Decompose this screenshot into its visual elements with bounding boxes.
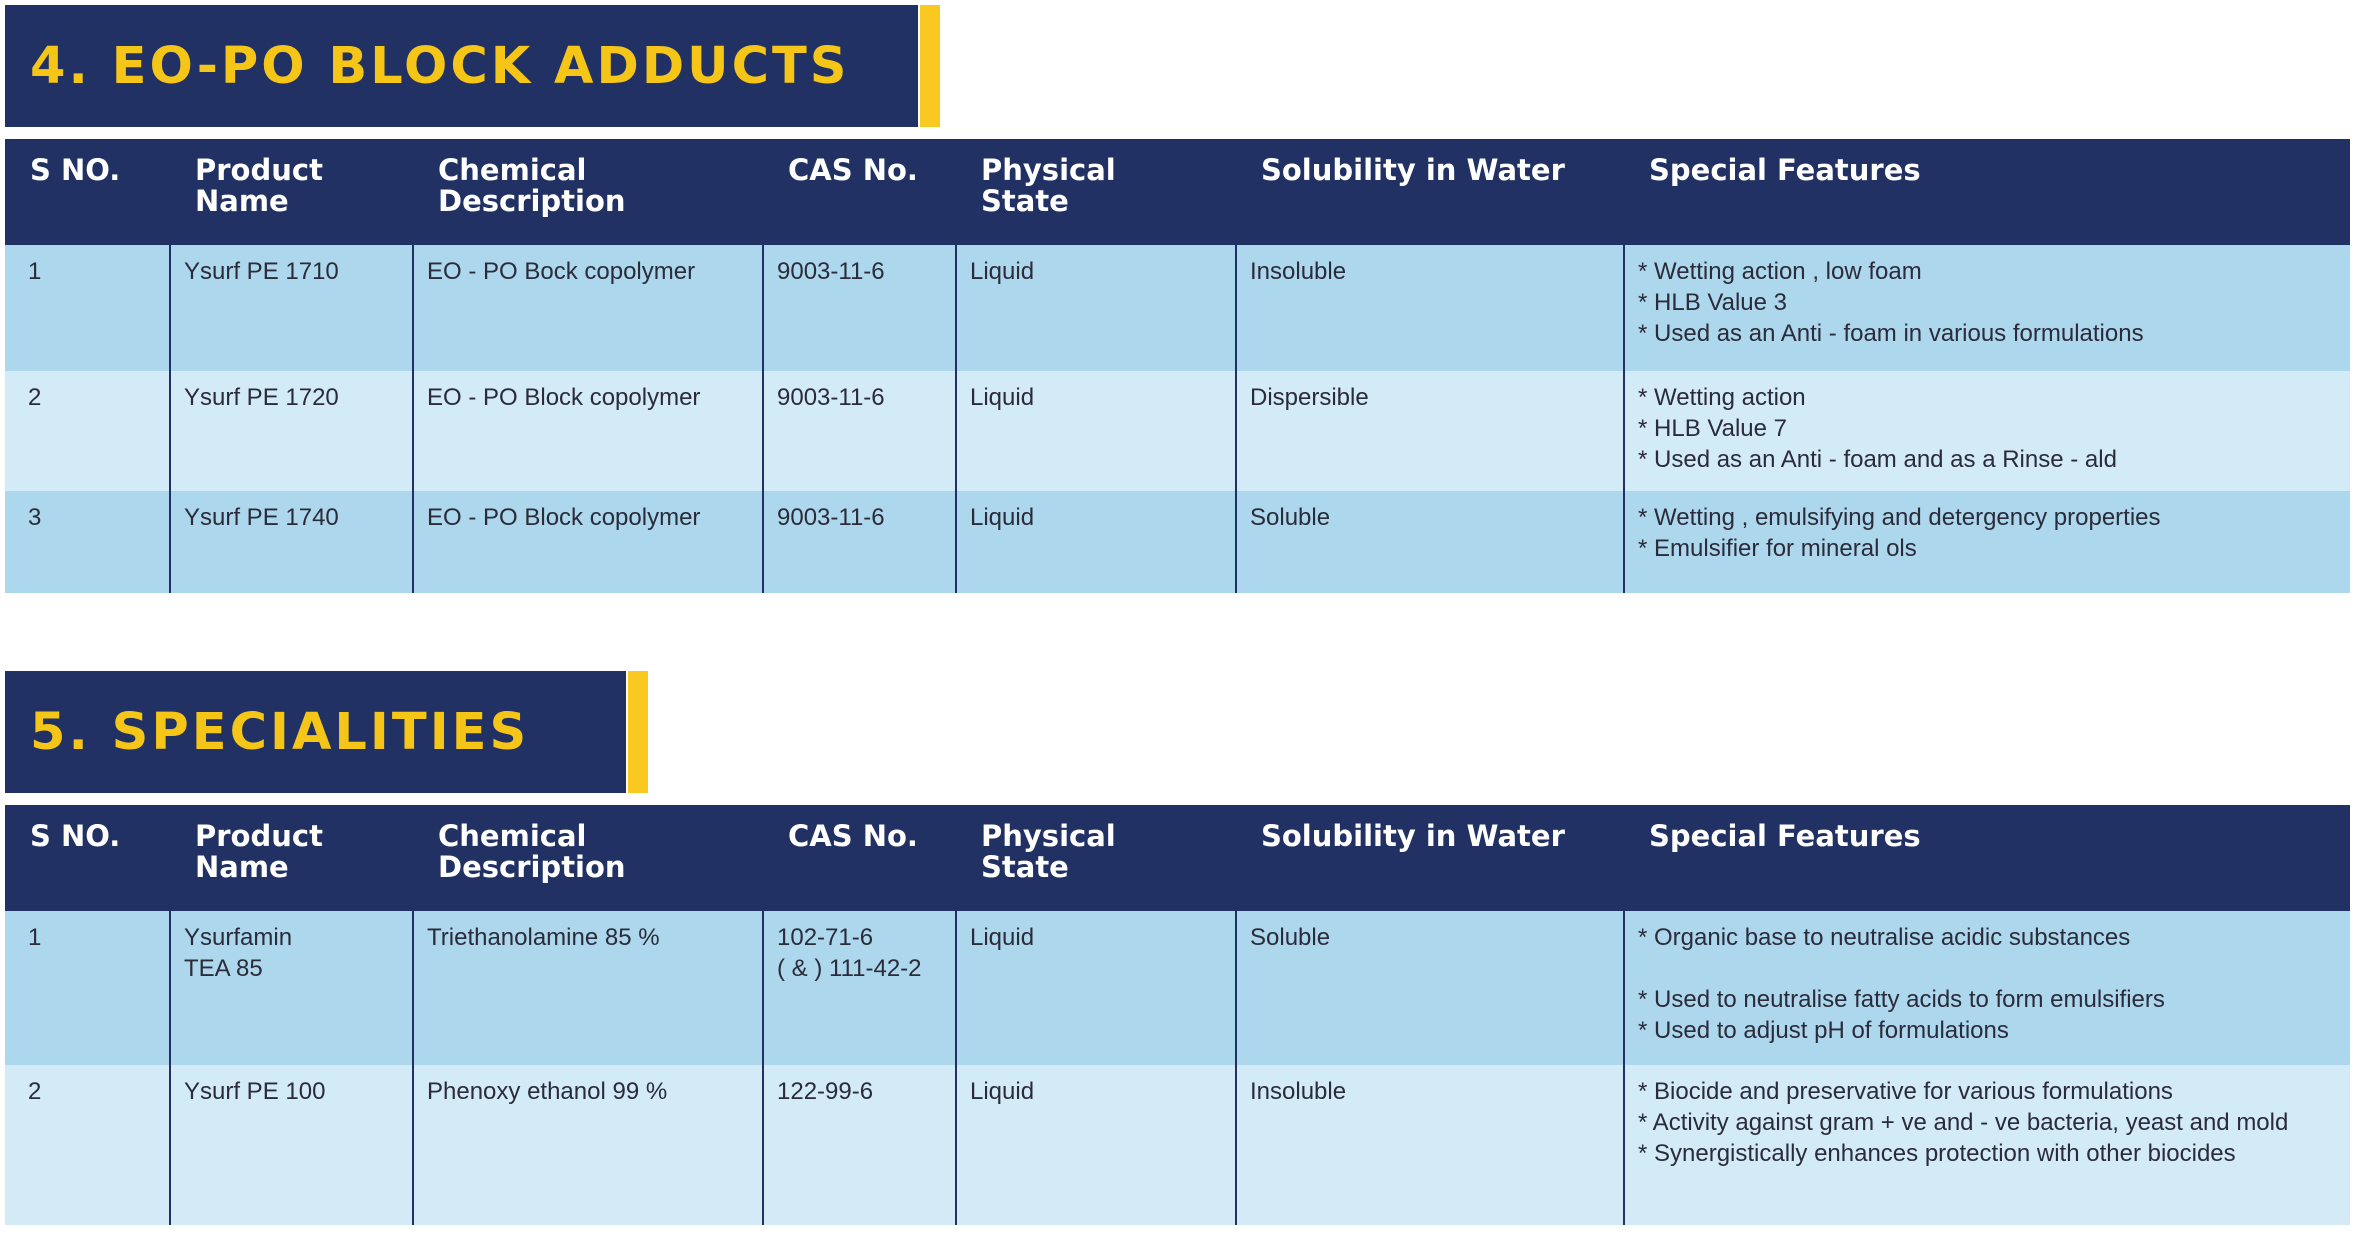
- cell-solubility: Soluble: [1236, 911, 1624, 1065]
- cell-sno: 2: [5, 371, 170, 491]
- table-row: [5, 245, 2350, 371]
- cell-special-features: [1624, 491, 2350, 593]
- section-4-title: [5, 5, 918, 127]
- section-5-title: [5, 671, 626, 793]
- section-4-accent-bar: [920, 5, 940, 127]
- cell-physical-state: Liquid: [956, 245, 1236, 371]
- header-solubility: Solubility in Water: [1236, 139, 1624, 245]
- feature-line: * HLB Value 3: [1638, 289, 1787, 316]
- header-sno: S NO.: [5, 805, 170, 911]
- feature-line: [1638, 953, 2340, 984]
- feature-line: * Wetting action: [1638, 384, 1806, 411]
- table-row: [5, 491, 2350, 593]
- section-4-title-text: 4. EO-PO BLOCK ADDUCTS: [30, 36, 850, 96]
- cell-cas-no: 9003-11-6: [763, 371, 956, 491]
- feature-line: * Used as an Anti - foam and as a Rinse - ald: [1638, 446, 2117, 473]
- feature-line: * Used as an Anti - foam in various formulations: [1638, 320, 2144, 347]
- header-product-name: Product Name: [170, 805, 413, 911]
- cell-cas-no: 122-99-6: [763, 1065, 956, 1225]
- feature-line: * Organic base to neutralise acidic substances: [1638, 924, 2131, 951]
- header-special-features: Special Features: [1624, 805, 2350, 911]
- table-row: [5, 1065, 2350, 1225]
- feature-line: * Biocide and preservative for various formulations: [1638, 1078, 2173, 1105]
- cell-cas-no: 9003-11-6: [763, 491, 956, 593]
- header-chemical-description: Chemical Description: [413, 139, 763, 245]
- cell-product-name: Ysurf PE 1720: [170, 371, 413, 491]
- cell-product-name: Ysurf PE 1710: [170, 245, 413, 371]
- feature-line: * Activity against gram + ve and - ve bacteria, yeast and mold: [1638, 1109, 2289, 1136]
- cell-special-features: [1624, 245, 2350, 371]
- cell-solubility: Soluble: [1236, 491, 1624, 593]
- table-header-row: [5, 805, 2350, 911]
- table-row: [5, 371, 2350, 491]
- feature-line: * Used to adjust pH of formulations: [1638, 1017, 2009, 1044]
- cell-special-features: [1624, 371, 2350, 491]
- cell-physical-state: Liquid: [956, 1065, 1236, 1225]
- feature-line: * Wetting action , low foam: [1638, 258, 1922, 285]
- header-cas-no: CAS No.: [763, 805, 956, 911]
- cell-chemical-description: EO - PO Block copolymer: [413, 491, 763, 593]
- cell-chemical-description: EO - PO Block copolymer: [413, 371, 763, 491]
- cell-product-name: Ysurfamin TEA 85: [170, 911, 413, 1065]
- table-header-row: [5, 139, 2350, 245]
- cell-physical-state: Liquid: [956, 371, 1236, 491]
- cell-physical-state: Liquid: [956, 911, 1236, 1065]
- section-5-table: [5, 805, 2350, 1225]
- header-cas-no: CAS No.: [763, 139, 956, 245]
- section-5-title-text: 5. SPECIALITIES: [30, 702, 530, 762]
- cell-product-name: Ysurf PE 100: [170, 1065, 413, 1225]
- cell-sno: 1: [5, 911, 170, 1065]
- feature-line: * Used to neutralise fatty acids to form emulsifiers: [1638, 986, 2165, 1013]
- cell-special-features: [1624, 1065, 2350, 1225]
- cell-solubility: Dispersible: [1236, 371, 1624, 491]
- cell-physical-state: Liquid: [956, 491, 1236, 593]
- cell-cas-no: 9003-11-6: [763, 245, 956, 371]
- feature-line: * Wetting , emulsifying and detergency properties: [1638, 504, 2161, 531]
- feature-line: * HLB Value 7: [1638, 415, 1787, 442]
- header-chemical-description: Chemical Description: [413, 805, 763, 911]
- cell-solubility: Insoluble: [1236, 245, 1624, 371]
- cell-solubility: Insoluble: [1236, 1065, 1624, 1225]
- section-5-accent-bar: [628, 671, 648, 793]
- header-sno: S NO.: [5, 139, 170, 245]
- cell-sno: 1: [5, 245, 170, 371]
- header-physical-state: Physical State: [956, 139, 1236, 245]
- header-special-features: Special Features: [1624, 139, 2350, 245]
- cell-chemical-description: Phenoxy ethanol 99 %: [413, 1065, 763, 1225]
- cell-product-name: Ysurf PE 1740: [170, 491, 413, 593]
- feature-line: * Emulsifier for mineral ols: [1638, 535, 1917, 562]
- header-physical-state: Physical State: [956, 805, 1236, 911]
- cell-sno: 3: [5, 491, 170, 593]
- cell-cas-no: 102-71-6 ( & ) 111-42-2: [763, 911, 956, 1065]
- cell-chemical-description: EO - PO Bock copolymer: [413, 245, 763, 371]
- header-solubility: Solubility in Water: [1236, 805, 1624, 911]
- feature-line: * Synergistically enhances protection with other biocides: [1638, 1140, 2236, 1167]
- section-4-table: [5, 139, 2350, 593]
- header-product-name: Product Name: [170, 139, 413, 245]
- table-row: [5, 911, 2350, 1065]
- cell-special-features: [1624, 911, 2350, 1065]
- cell-sno: 2: [5, 1065, 170, 1225]
- cell-chemical-description: Triethanolamine 85 %: [413, 911, 763, 1065]
